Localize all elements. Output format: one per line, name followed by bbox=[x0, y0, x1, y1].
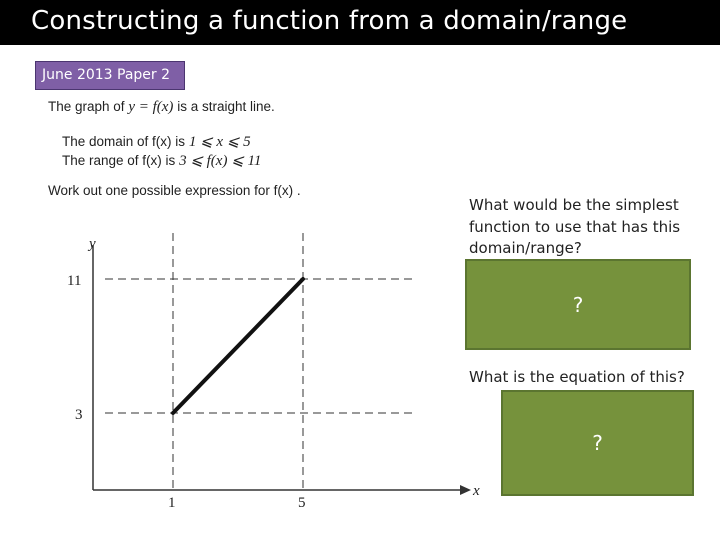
function-line bbox=[173, 279, 303, 413]
question-line-graph bbox=[48, 99, 275, 116]
answer-box-equation[interactable]: ? bbox=[501, 390, 694, 496]
title-bar bbox=[0, 0, 720, 45]
question-text: The graph of bbox=[48, 99, 125, 114]
y-tick-label: 11 bbox=[67, 273, 82, 289]
x-axis-label: x bbox=[473, 483, 480, 499]
y-tick-label: 3 bbox=[75, 407, 83, 423]
answer-box-simplest[interactable]: ? bbox=[465, 259, 691, 350]
domain-inequality: 1 ⩽ x ⩽ 5 bbox=[188, 134, 251, 150]
question-line-range bbox=[62, 151, 261, 170]
range-inequality: 3 ⩽ f(x) ⩽ 11 bbox=[179, 153, 262, 169]
question-line-domain bbox=[62, 132, 251, 151]
question-text: The range of f(x) is bbox=[62, 153, 176, 168]
x-axis-arrow-icon bbox=[460, 485, 471, 495]
question-math: y = f(x) bbox=[128, 99, 174, 115]
y-axis-label: y bbox=[89, 236, 96, 252]
function-graph bbox=[55, 225, 485, 515]
question-text: is a straight line. bbox=[177, 99, 275, 114]
question-text: The domain of f(x) is bbox=[62, 134, 186, 149]
prompt-simplest-function: What would be the simplest function to use that has this domain/range? bbox=[469, 196, 681, 257]
x-tick-label: 1 bbox=[168, 495, 176, 511]
slide-title: Constructing a function from a domain/range bbox=[31, 6, 628, 36]
question-task: Work out one possible expression for f(x) . bbox=[48, 183, 301, 198]
x-tick-label: 5 bbox=[298, 495, 306, 511]
exam-badge: June 2013 Paper 2 bbox=[35, 61, 185, 90]
prompt-equation: What is the equation of this? bbox=[469, 368, 685, 386]
